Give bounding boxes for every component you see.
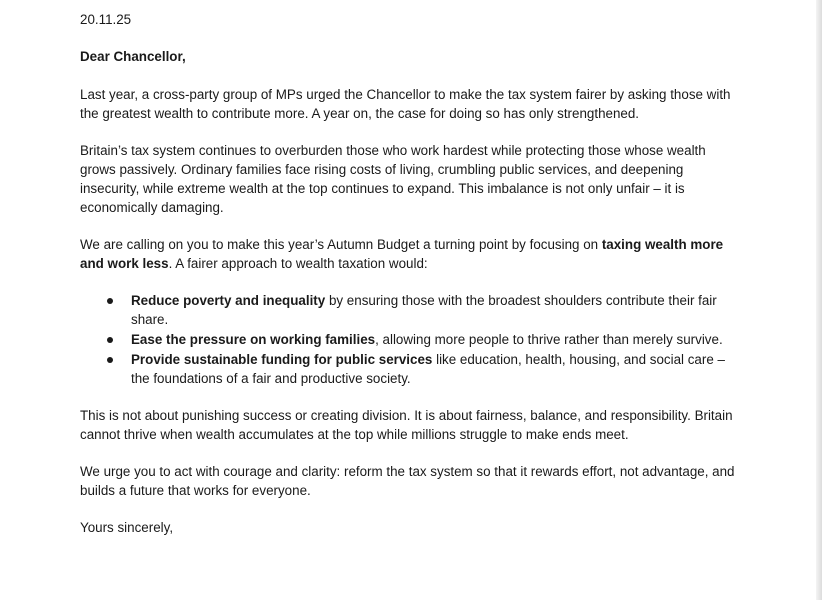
bullet-heading: Provide sustainable funding for public services bbox=[131, 352, 433, 367]
bullet-icon bbox=[107, 337, 113, 343]
bullet-text: like education, health, housing, and social care – the foundations of a fair and productive society. bbox=[131, 352, 725, 386]
bullet-heading: Ease the pressure on working families bbox=[131, 332, 376, 347]
list-item bbox=[80, 350, 740, 388]
page-edge-shadow bbox=[816, 0, 822, 600]
list-item bbox=[80, 330, 740, 349]
letter-body bbox=[80, 10, 740, 537]
bullet-text: , allowing more people to thrive rather than merely survive. bbox=[375, 332, 723, 347]
paragraph-urge: We urge you to act with courage and clarity: reform the tax system so that it rewards effort, not advantage, and builds a future that works for everyone. bbox=[80, 464, 735, 498]
letter-date: 20.11.25 bbox=[80, 12, 132, 27]
bullet-text: by ensuring those with the broadest shoulders contribute their fair share. bbox=[131, 293, 717, 327]
bullet-list bbox=[80, 291, 740, 388]
list-item bbox=[80, 291, 740, 329]
bullet-icon bbox=[107, 357, 113, 363]
paragraph-fairness: This is not about punishing success or creating division. It is about fairness, balance, and responsibility. Britain cannot thrive when wealth accumulates at the top while millions struggle to make ends meet. bbox=[80, 408, 733, 442]
paragraph-call-text: We are calling on you to make this year’s Autumn Budget a turning point by focusing on bbox=[80, 237, 602, 252]
salutation: Dear Chancellor, bbox=[80, 49, 186, 64]
paragraph-call-to-action bbox=[80, 235, 740, 273]
bullet-icon bbox=[107, 298, 113, 304]
closing: Yours sincerely, bbox=[80, 520, 174, 535]
paragraph-tax-system: Britain’s tax system continues to overburden those who work hardest while protecting those whose wealth grows passively. Ordinary families face rising costs of living, crumbling public services, and deepening insecurity, while extreme wealth at the top continues to expand. This imbalance is not only unfair – it is economically damaging. bbox=[80, 143, 706, 215]
bullet-heading: Reduce poverty and inequality bbox=[131, 293, 326, 308]
paragraph-call-tail: . A fairer approach to wealth taxation would: bbox=[168, 256, 428, 271]
paragraph-call-emphasis: taxing wealth more and work less bbox=[80, 237, 724, 271]
paragraph-intro: Last year, a cross-party group of MPs urged the Chancellor to make the tax system fairer by asking those with the greatest wealth to contribute more. A year on, the case for doing so has only strengthened. bbox=[80, 87, 731, 121]
